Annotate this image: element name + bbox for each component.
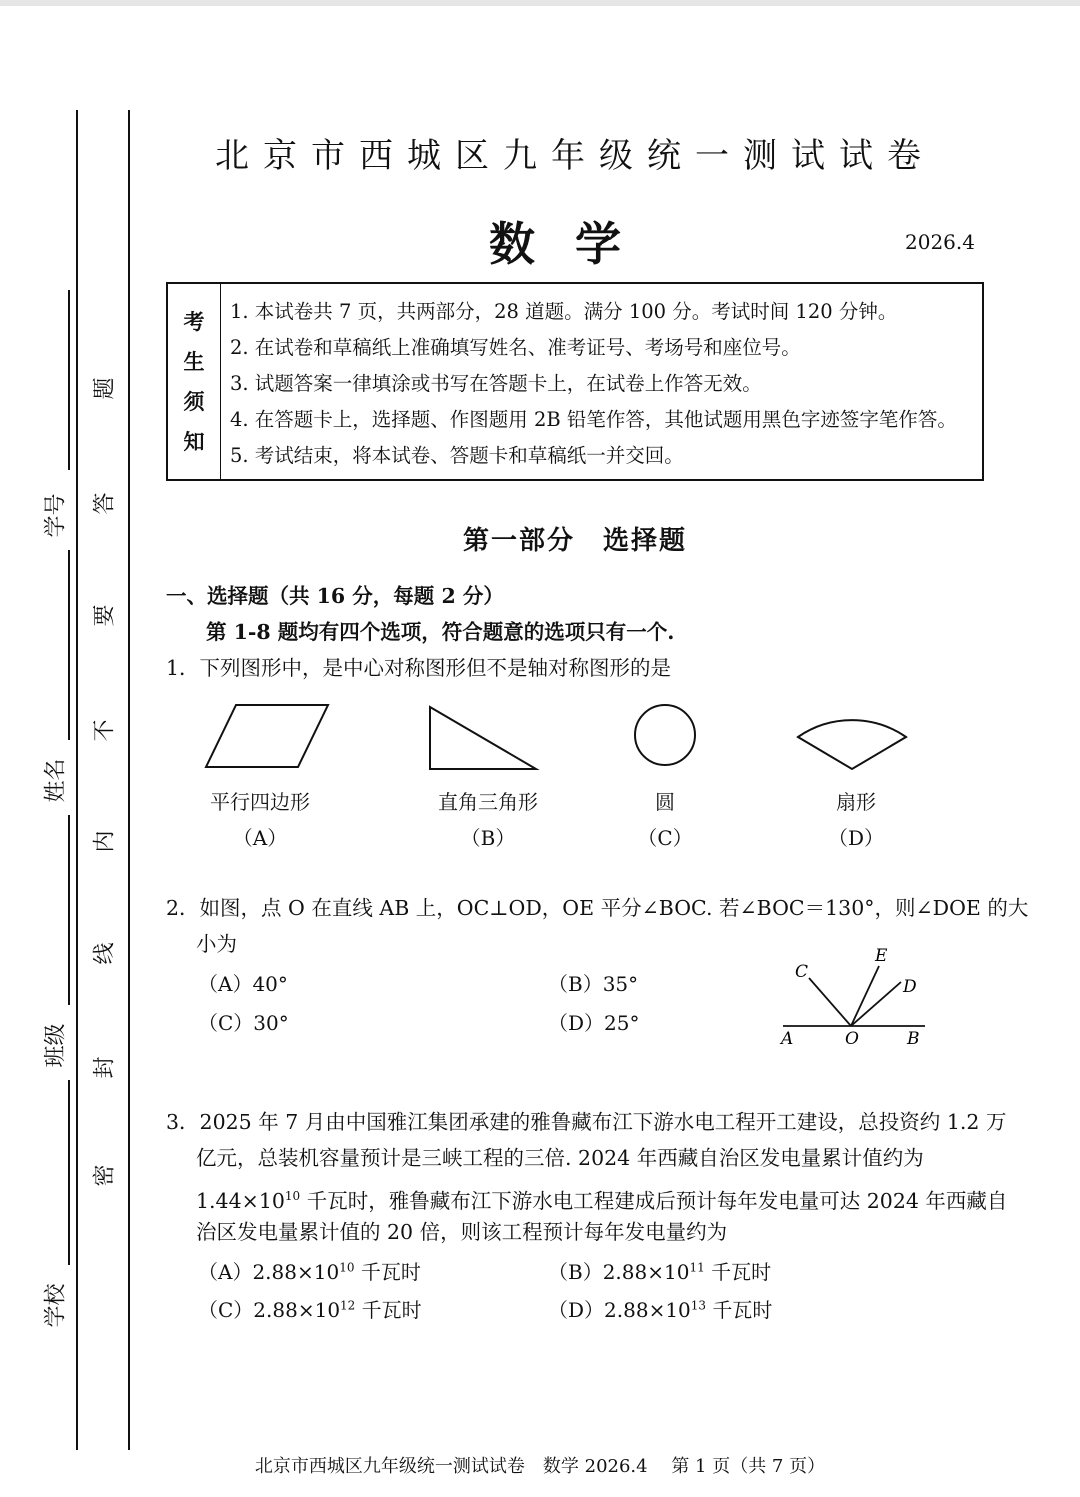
q3-option-d: $(D)2.88\times 10^{13}$ 千瓦时 bbox=[548, 1298, 773, 1322]
q3-line4: 治区发电量累计值的 20 倍，则该工程预计每年发电量约为 bbox=[196, 1220, 728, 1244]
notice-heading-char: 须 bbox=[183, 389, 205, 414]
q3-line2: 亿元，总装机容量预计是三峡工程的三倍. 2024 年西藏自治区发电量累计值约为 bbox=[196, 1146, 924, 1170]
q2-option-c: （C）30° bbox=[198, 1011, 289, 1035]
class-blank bbox=[68, 815, 70, 1005]
q1-option-b-name: 直角三角形 bbox=[438, 790, 538, 814]
student-id-label: 学号 bbox=[43, 493, 69, 538]
school-blank bbox=[68, 1080, 70, 1265]
notice-heading-char: 知 bbox=[183, 429, 205, 454]
margin-char-bu: 不 bbox=[92, 719, 118, 742]
candidate-notice-box bbox=[166, 282, 984, 481]
notice-heading-char: 生 bbox=[183, 349, 205, 374]
label-c: C bbox=[795, 962, 809, 982]
label-e: E bbox=[875, 946, 888, 966]
right-triangle-shape bbox=[430, 707, 536, 769]
label-d: D bbox=[903, 977, 917, 997]
notice-item: 1. 本试卷共 7 页，共两部分，28 道题。满分 100 分。考试时间 120 分钟。 bbox=[230, 300, 898, 323]
q3-line3 bbox=[196, 1178, 1007, 1219]
notice-item: 4. 在答题卡上，选择题、作图题用 2B 铅笔作答，其他试题用黑色字迹签字笔作答。 bbox=[230, 408, 957, 431]
q1-option-a-name: 平行四边形 bbox=[210, 790, 310, 814]
notice-item: 2. 在试卷和草稿纸上准确填写姓名、准考证号、考场号和座位号。 bbox=[230, 336, 801, 359]
scan-top-edge bbox=[0, 0, 1080, 6]
q2-angle-figure bbox=[775, 940, 935, 1052]
school-label: 学校 bbox=[43, 1283, 69, 1328]
page-footer: 北京市西城区九年级统一测试试卷 数学 2026.4 第 1 页（共 7 页） bbox=[254, 1456, 826, 1477]
margin-char-feng: 封 bbox=[92, 1056, 118, 1079]
q1-option-a-letter: （A） bbox=[232, 826, 288, 850]
notice-item: 5. 考试结束，将本试卷、答题卡和草稿纸一并交回。 bbox=[230, 444, 684, 467]
q3-line1: 3．2025 年 7 月由中国雅江集团承建的雅鲁藏布江下游水电工程开工建设，总投资约 1.2 万 bbox=[166, 1110, 1007, 1134]
notice-item: 3. 试题答案一律填涂或书写在答题卡上，在试卷上作答无效。 bbox=[230, 372, 762, 395]
q3-option-c: $(C)2.88\times 10^{12}$ 千瓦时 bbox=[198, 1298, 422, 1322]
notice-heading bbox=[168, 284, 221, 479]
section-title: 一、选择题（共 16 分，每题 2 分） bbox=[166, 584, 504, 608]
q3-option-a: $(A)2.88\times 10^{10}$ 千瓦时 bbox=[198, 1260, 421, 1284]
circle-shape bbox=[635, 705, 695, 765]
q3-value: $1.44\times 10^{10}$ bbox=[196, 1188, 301, 1213]
margin-char-xian: 线 bbox=[92, 942, 118, 965]
label-o: O bbox=[845, 1029, 859, 1049]
q1-option-b-letter: （B） bbox=[460, 826, 516, 850]
ray-oc bbox=[809, 978, 851, 1026]
name-label: 姓名 bbox=[43, 758, 69, 803]
q2-option-b: （B）35° bbox=[548, 972, 639, 996]
notice-list bbox=[230, 294, 957, 474]
subject-title: 数学 bbox=[489, 217, 661, 271]
margin-char-mi: 密 bbox=[92, 1164, 118, 1187]
binding-line-inner bbox=[128, 110, 130, 1450]
margin-char-da: 答 bbox=[92, 492, 118, 515]
q1-option-d-letter: （D） bbox=[827, 826, 885, 850]
part-title: 第一部分 选择题 bbox=[462, 526, 687, 556]
exam-title: 北京市西城区九年级统一测试试卷 bbox=[215, 136, 935, 176]
class-label: 班级 bbox=[43, 1023, 69, 1068]
notice-heading-char: 考 bbox=[183, 309, 205, 334]
q2-option-a: （A）40° bbox=[198, 972, 288, 996]
label-a: A bbox=[781, 1029, 794, 1049]
parallelogram-shape bbox=[206, 705, 328, 767]
q1-option-d-name: 扇形 bbox=[836, 790, 876, 814]
q3-line3-text: 千瓦时，雅鲁藏布江下游水电工程建成后预计每年发电量可达 2024 年西藏自 bbox=[306, 1188, 1008, 1213]
q1-option-c-name: 圆 bbox=[655, 790, 675, 814]
margin-char-ti: 题 bbox=[92, 377, 118, 400]
margin-char-nei: 内 bbox=[92, 830, 118, 853]
q1-option-c-letter: （C） bbox=[637, 826, 693, 850]
sector-shape bbox=[798, 720, 906, 769]
label-b: B bbox=[907, 1029, 920, 1049]
margin-char-yao: 要 bbox=[92, 604, 118, 627]
exam-date: 2026.4 bbox=[905, 230, 975, 254]
q3-option-b: $(B)2.88\times 10^{11}$ 千瓦时 bbox=[548, 1260, 772, 1284]
q2-stem-line2: 小为 bbox=[196, 932, 237, 956]
student-id-blank bbox=[68, 290, 70, 470]
q1-stem: 1．下列图形中，是中心对称图形但不是轴对称图形的是 bbox=[166, 656, 672, 680]
name-blank bbox=[68, 550, 70, 740]
section-instruction: 第 1-8 题均有四个选项，符合题意的选项只有一个. bbox=[206, 620, 675, 644]
q1-figures bbox=[190, 695, 930, 785]
q2-option-d: （D）25° bbox=[548, 1011, 640, 1035]
ray-od bbox=[851, 982, 901, 1026]
binding-line-outer bbox=[76, 110, 78, 1450]
ray-oe bbox=[851, 966, 879, 1026]
q2-stem-line1: 2．如图，点 O 在直线 AB 上，OC⊥OD，OE 平分∠BOC. 若∠BOC＝130°，则∠DOE 的大 bbox=[166, 896, 1029, 920]
